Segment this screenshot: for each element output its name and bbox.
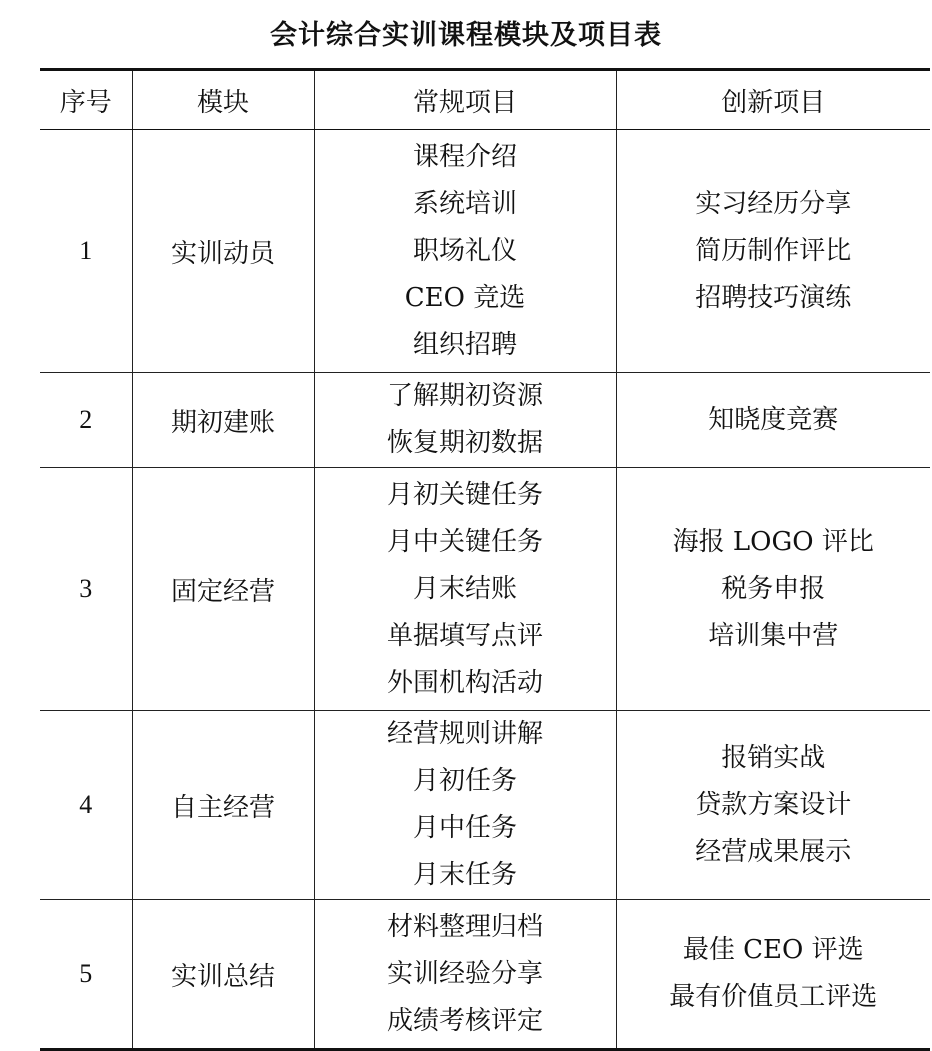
innovative-item: 简历制作评比 xyxy=(695,235,852,266)
cell-innovative xyxy=(616,373,930,468)
innovative-item: 海报 LOGO 评比 xyxy=(672,526,874,557)
table-row xyxy=(40,468,930,711)
regular-item: 外围机构活动 xyxy=(386,667,543,698)
innovative-item: 最佳 CEO 评选 xyxy=(682,935,864,965)
cell-innovative xyxy=(616,900,930,1050)
cell-regular xyxy=(314,130,616,373)
course-module-table xyxy=(40,68,930,1051)
regular-item: 实训经验分享 xyxy=(386,958,543,989)
innovative-item: 经营成果展示 xyxy=(695,836,852,867)
cell-no: 5 xyxy=(40,900,132,1050)
regular-item: 单据填写点评 xyxy=(386,620,543,651)
cell-innovative xyxy=(616,468,930,711)
regular-item: 经营规则讲解 xyxy=(386,719,543,749)
cell-module: 实训动员 xyxy=(132,130,314,373)
innovative-item: 知晓度竞赛 xyxy=(708,404,839,435)
table-row xyxy=(40,900,930,1050)
innovative-item: 最有价值员工评选 xyxy=(669,982,878,1012)
cell-no: 1 xyxy=(40,130,132,373)
regular-item: 系统培训 xyxy=(412,188,517,219)
regular-item: 月初关键任务 xyxy=(386,479,543,510)
cell-regular xyxy=(314,900,616,1050)
header-innovative: 创新项目 xyxy=(616,70,930,130)
regular-item: 月初任务 xyxy=(412,766,517,796)
regular-item: 月末结账 xyxy=(412,573,517,604)
header-module: 模块 xyxy=(132,70,314,130)
regular-item: 月末任务 xyxy=(412,860,517,890)
innovative-item: 报销实战 xyxy=(721,742,826,773)
table-row xyxy=(40,373,930,468)
regular-item: 恢复期初数据 xyxy=(386,428,543,458)
regular-item: 职场礼仪 xyxy=(412,235,517,266)
regular-item: CEO 竞选 xyxy=(404,282,526,313)
regular-item: 了解期初资源 xyxy=(386,381,543,411)
innovative-item: 税务申报 xyxy=(721,573,826,604)
regular-item: 课程介绍 xyxy=(412,141,517,172)
regular-item: 月中任务 xyxy=(412,813,517,843)
cell-no: 2 xyxy=(40,373,132,468)
header-no: 序号 xyxy=(40,70,132,130)
innovative-item: 招聘技巧演练 xyxy=(695,282,852,313)
table-header-row xyxy=(40,70,930,130)
regular-item: 月中关键任务 xyxy=(386,526,543,557)
cell-regular xyxy=(314,468,616,711)
innovative-item: 实习经历分享 xyxy=(695,188,852,219)
cell-module: 期初建账 xyxy=(132,373,314,468)
cell-regular xyxy=(314,711,616,900)
cell-no: 4 xyxy=(40,711,132,900)
cell-module: 实训总结 xyxy=(132,900,314,1050)
regular-item: 组织招聘 xyxy=(412,329,517,360)
cell-module: 自主经营 xyxy=(132,711,314,900)
cell-no: 3 xyxy=(40,468,132,711)
cell-module: 固定经营 xyxy=(132,468,314,711)
cell-innovative xyxy=(616,711,930,900)
cell-innovative xyxy=(616,130,930,373)
table-row xyxy=(40,130,930,373)
innovative-item: 贷款方案设计 xyxy=(695,789,852,820)
table-title: 会计综合实训课程模块及项目表 xyxy=(270,20,662,51)
table-row xyxy=(40,711,930,900)
regular-item: 成绩考核评定 xyxy=(386,1005,543,1036)
innovative-item: 培训集中营 xyxy=(708,620,839,651)
cell-regular xyxy=(314,373,616,468)
regular-item: 材料整理归档 xyxy=(386,911,543,942)
header-regular: 常规项目 xyxy=(314,70,616,130)
